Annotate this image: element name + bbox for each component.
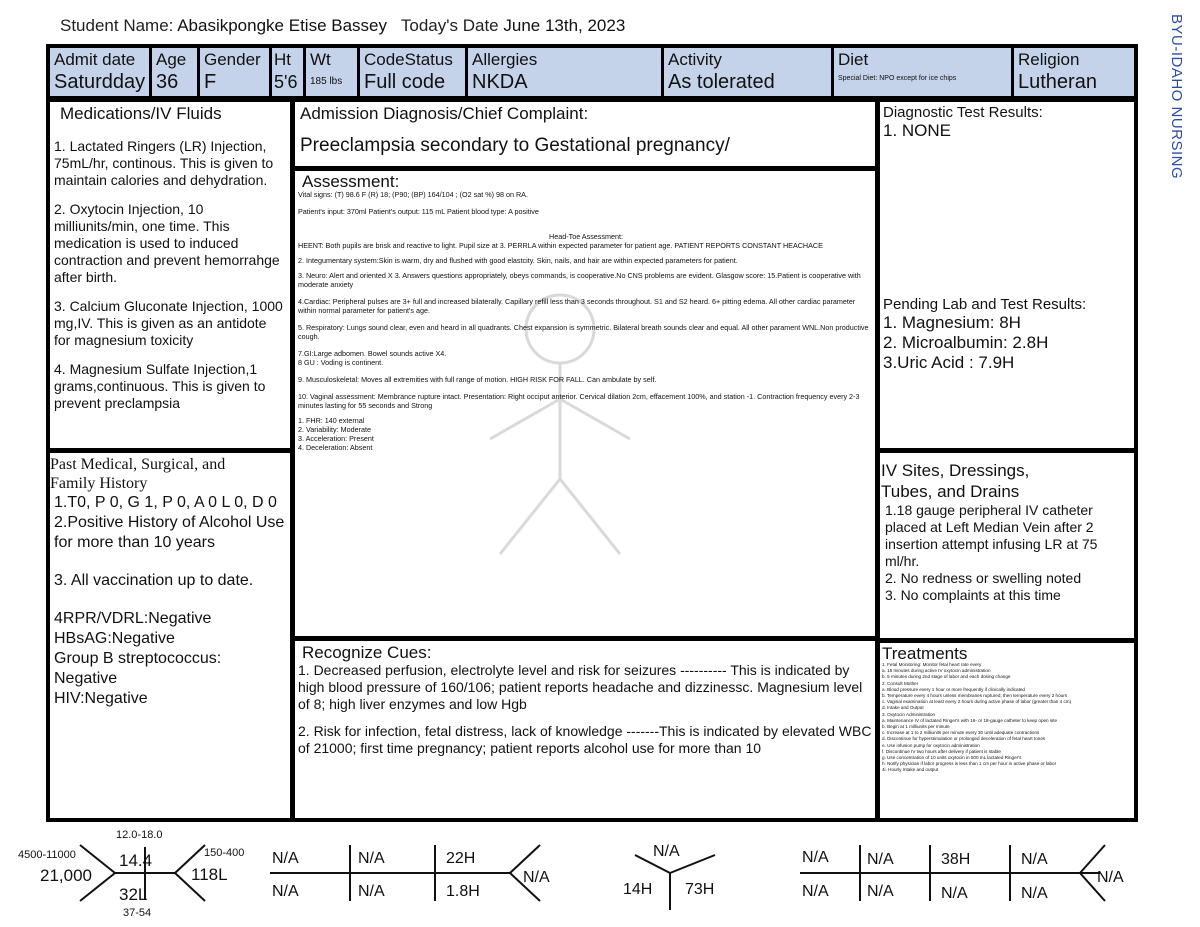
admit-date-value: Saturdday	[54, 71, 146, 93]
divider-iv	[877, 638, 1138, 643]
lft-value: 38H	[941, 851, 971, 868]
religion-cell[interactable]	[1014, 48, 1134, 98]
weight-cell[interactable]	[306, 48, 360, 98]
activity-value: As tolerated	[668, 71, 775, 93]
height-label: Ht	[274, 50, 291, 69]
diagnosis-section	[300, 104, 872, 164]
lft-end: N/A	[1097, 869, 1124, 886]
divider-right	[875, 98, 880, 822]
treatment-item: 4i. Hourly Intake and output	[882, 767, 939, 773]
lft-value: N/A	[1021, 885, 1048, 902]
lab-screen: Group B streptococcus: Negative	[54, 650, 222, 687]
weight-value: 185 lbs	[310, 76, 343, 87]
cue-item: 2. Risk for infection, fetal distress, lack of knowledge -------This is indicated by elevated WBC of 21000; first time pregnancy; patient reports alcohol use for more than 10	[298, 723, 872, 756]
treatment-item: a. Blood pressure every 1 hour or more frequently if clinically indicated	[882, 686, 1025, 692]
medication-item: 4. Magnesium Sulfate Injection,1 grams,continuous. This is given to prevent preclampsia	[54, 361, 266, 411]
history-title: Past Medical, Surgical, and Family History	[50, 456, 226, 492]
assessment-item: 1. FHR: 140 external 2. Variability: Moderate 3. Acceleration: Present 4. Deceleration: Absent	[298, 416, 374, 452]
assessment-io: Patient's input: 370ml Patient's output: 115 mL Patient blood type: A positive	[298, 207, 539, 216]
bmp-glucose: N/A	[523, 869, 550, 886]
treatment-item: a. Maintenance IV of lactated Ringer's with 16- or 18-gauge catheter to keep open site	[882, 717, 1058, 723]
header-divider	[46, 96, 1138, 102]
fishbone-lines	[0, 825, 1200, 927]
treatment-item: d. Intake and Output	[882, 705, 924, 711]
history-section	[50, 455, 288, 819]
pending-item: 2. Microalbumin: 2.8H	[883, 333, 1049, 352]
divider-pending	[877, 448, 1138, 453]
allergies-value: NKDA	[472, 71, 528, 93]
lab-screen: 4RPR/VDRL:Negative	[54, 610, 212, 627]
bmp-creat: 1.8H	[446, 883, 480, 900]
lft-ca: N/A	[802, 849, 829, 866]
treatment-item: b. 5 minutes during 2nd stage of labor and each dosing change	[882, 674, 1011, 680]
medication-item: 1. Lactated Ringers (LR) Injection, 75mL/hr, continous. This is given to maintain calories and dehydration.	[54, 138, 274, 188]
treatment-item: c. Increase at 1 to 2 milliunits per minute every 30 until adequate contractions	[882, 730, 1040, 736]
iv-item: 2. No redness or swelling noted	[885, 570, 1082, 586]
assessment-title: Assessment:	[302, 173, 400, 191]
code-status-cell[interactable]	[360, 48, 468, 98]
pending-item: 3.Uric Acid : 7.9H	[883, 353, 1015, 372]
medications-section	[54, 104, 286, 446]
treatment-item: 3. Oxytocin Administration	[882, 711, 936, 717]
treatment-item: g. Use concentration of 10 units oxytocin in 500 mL lactated Ringer's	[882, 755, 1022, 761]
diagnosis-text[interactable]: Preeclampsia secondary to Gestational pregnancy/	[300, 135, 730, 156]
cues-title: Recognize Cues:	[302, 644, 432, 662]
student-name-label: Student Name:	[60, 16, 174, 35]
iv-item: 1.18 gauge peripheral IV catheter placed at Left Median Vein after 2 insertion attempt infusing LR at 75 ml/hr.	[885, 502, 1098, 569]
diet-value: Special Diet: NPO except for ice chips	[838, 75, 957, 82]
allergies-label: Allergies	[472, 50, 538, 69]
treatment-item: h. Notify physician if labor progress is less than 1 cm per hour in active phase or labor	[882, 761, 1057, 767]
pending-item: 1. Magnesium: 8H	[883, 313, 1021, 332]
treatments-section	[882, 645, 1136, 821]
program-label: BYU-IDAHO NURSING	[1168, 14, 1185, 180]
bmp-cl: N/A	[358, 850, 385, 867]
divider-meds	[46, 448, 292, 453]
gender-cell[interactable]	[200, 48, 272, 98]
diet-label: Diet	[838, 50, 869, 69]
age-value: 36	[156, 71, 179, 93]
history-line: 3. All vaccination up to date.	[54, 572, 254, 589]
treatment-item: 1. Fetal Monitoring: Monitor fetal heart rate every	[882, 662, 982, 667]
lab-fishbones	[0, 825, 1200, 927]
treatment-item: f. Discontinue IV two hours after delivery if patient is stable	[882, 748, 1001, 754]
wbc-range: 4500-11000	[18, 849, 76, 861]
religion-label: Religion	[1018, 50, 1080, 69]
activity-label: Activity	[668, 50, 722, 69]
pending-labs-section	[883, 296, 1135, 446]
lft-value: N/A	[867, 851, 894, 868]
medication-item: 2. Oxytocin Injection, 10 milliunits/min, one time. This medication is used to induced contraction and prevent hemorrahge after birth.	[54, 201, 280, 285]
student-name[interactable]: Abasikpongke Etise Bassey	[177, 16, 387, 35]
medication-item: 3. Calcium Gluconate Injection, 1000 mg,IV. This is given as an antidote for magnesium toxicity	[54, 298, 283, 348]
assessment-item: HEENT: Both pupils are brisk and reactive to light. Pupil size at 3. PERRLA within expected parameter for patient age. PATIENT REPORTS CONSTANT HEACHACE	[298, 241, 823, 250]
assessment-item: 5. Respiratory: Lungs sound clear, even and heard in all quadrants. Chest expansion is symmetric. Bilateral breath sounds clear and equal. All other parament WNL.Non productive cough.	[298, 323, 869, 341]
treatment-item: b. Temperature every 4 hours unless membranes ruptured, then temperature every 2 hours	[882, 693, 1068, 699]
activity-cell[interactable]	[664, 48, 834, 98]
bmp-k: N/A	[272, 883, 299, 900]
date-label: Today's Date	[400, 16, 499, 35]
diet-cell[interactable]	[834, 48, 1014, 98]
treatments-title: Treatments	[882, 645, 968, 663]
plt-range: 150-400	[204, 847, 245, 859]
lft-value: N/A	[941, 885, 968, 902]
hct-range: 37-54	[123, 907, 152, 919]
treatment-item: e. Use infusion pump for oxytocin administration	[882, 742, 980, 748]
height-cell[interactable]	[272, 48, 306, 98]
pending-title: Pending Lab and Test Results:	[883, 296, 1087, 313]
iv-title: IV Sites, Dressings, Tubes, and Drains	[881, 461, 1030, 501]
cues-section	[298, 644, 873, 820]
treatment-item: a. 15 minutes during active IV oxytocin administration	[882, 668, 991, 674]
allergies-cell[interactable]	[468, 48, 664, 98]
coag-top: N/A	[653, 843, 680, 860]
assessment-item: 3. Neuro: Alert and oriented X 3. Answers questions appropriately, obeys commands, is cooperative.No CNS problems are evident. Glasgow score: 15.Patient is cooperative with moderate anxiety	[298, 271, 861, 289]
iv-item: 3. No complaints at this time	[885, 587, 1061, 603]
treatment-item: b. Begin at 1 milliunits per minute	[882, 724, 950, 730]
assessment-item: 10. Vaginal assessment: Membrance rupture intact. Presentation: Right occiput anterior. Cervical dilation 2cm, effacement 100%, and station -1. Contraction frequency every 2-3 minutes lasting for 55 seconds and Strong	[298, 392, 860, 410]
coag-right: 73H	[685, 881, 715, 898]
religion-value: Lutheran	[1018, 71, 1097, 93]
age-label: Age	[156, 50, 187, 69]
lft-mg: N/A	[802, 883, 829, 900]
admit-date-cell[interactable]	[50, 48, 152, 98]
admit-info-row	[50, 48, 1134, 98]
hgb-value: 14.4	[119, 851, 153, 870]
gender-label: Gender	[204, 50, 261, 69]
diagnostics-text: 1. NONE	[883, 121, 952, 140]
code-status-label: CodeStatus	[364, 50, 453, 69]
cue-item: 1. Decreased perfusion, electrolyte level and risk for seizures ---------- This is indicated by high blood pressure of 160/106; patient reports headache and dizzinessc. Magnesium level of 8; high liver enzymes and low Hgb	[298, 662, 863, 712]
assessment-item: 4.Cardiac: Peripheral pulses are 3+ full and increased bilaterally. Capillary refill less than 3 seconds throughout. S1 and S2 heard. 6+ pitting edema. All other cardiac parameter within normal parameter for patient's age.	[298, 297, 856, 315]
coag-left: 14H	[623, 881, 653, 898]
assessment-item: 7.GI:Large adbomen. Bowel sounds active X4. 8 GU : Voding is continent.	[298, 349, 447, 367]
hct-value: 32L	[119, 885, 148, 904]
hgb-range: 12.0-18.0	[116, 829, 163, 841]
diagnosis-title: Admission Diagnosis/Chief Complaint:	[300, 104, 589, 123]
assessment-section	[298, 173, 874, 633]
student-header	[60, 16, 625, 36]
medications-title: Medications/IV Fluids	[60, 104, 222, 123]
assessment-h2t-title: Head-Toe Assessment:	[549, 232, 623, 241]
history-line: 2.Positive History of Alcohol Use for more than 10 years	[54, 514, 285, 551]
lab-screen: HBsAG:Negative	[54, 630, 175, 647]
admit-date-label: Admit date	[54, 50, 136, 69]
age-cell[interactable]	[152, 48, 200, 98]
wbc-value: 21,000	[40, 866, 92, 885]
gender-value: F	[204, 71, 217, 93]
divider-left	[290, 98, 295, 822]
lft-p: N/A	[867, 883, 894, 900]
bmp-na: N/A	[272, 850, 299, 867]
iv-sites-section	[881, 460, 1135, 636]
bmp-co2: N/A	[358, 883, 385, 900]
treatment-item: c. Vaginal examination at least every 2 hours during active phase of labor (greater than 4 cm)	[882, 699, 1072, 705]
code-status-value: Full code	[364, 71, 446, 93]
treatment-item: d. Discontinue for hyperstimulation or prolonged deceleration of fetal heart tones	[882, 736, 1046, 742]
plt-value: 118L	[191, 865, 228, 884]
treatments-list	[882, 662, 1136, 774]
assessment-item: 2. Integumentary system:Skin is warm, dry and flushed with good elastcity. Skin, nails, and hair are within expected parameters for patient.	[298, 256, 738, 265]
assessment-vitals: Vital signs: (T) 98.6 F (R) 18; (P90; (BP) 164/104 ; (O2 sat %) 98 on RA.	[298, 190, 528, 199]
treatment-item: 2. Consult Mother	[882, 680, 919, 686]
divider-diagnosis	[292, 166, 877, 171]
bmp-bun: 22H	[446, 850, 476, 867]
assessment-item: 9. Musculoskeletal: Moves all extremities with full range of motion. HIGH RISK FOR FALL. Can ambulate by self.	[298, 375, 657, 384]
diagnostics-title: Diagnostic Test Results:	[883, 104, 1043, 121]
weight-label: Wt	[310, 50, 331, 69]
history-line: 1.T0, P 0, G 1, P 0, A 0 L 0, D 0	[54, 494, 277, 511]
diagnostics-section	[883, 104, 1135, 294]
height-value: 5'6	[274, 72, 298, 92]
lft-value: N/A	[1021, 851, 1048, 868]
date-value[interactable]: June 13th, 2023	[503, 16, 626, 35]
lab-screen: HIV:Negative	[54, 690, 148, 707]
divider-assessment	[292, 636, 877, 641]
